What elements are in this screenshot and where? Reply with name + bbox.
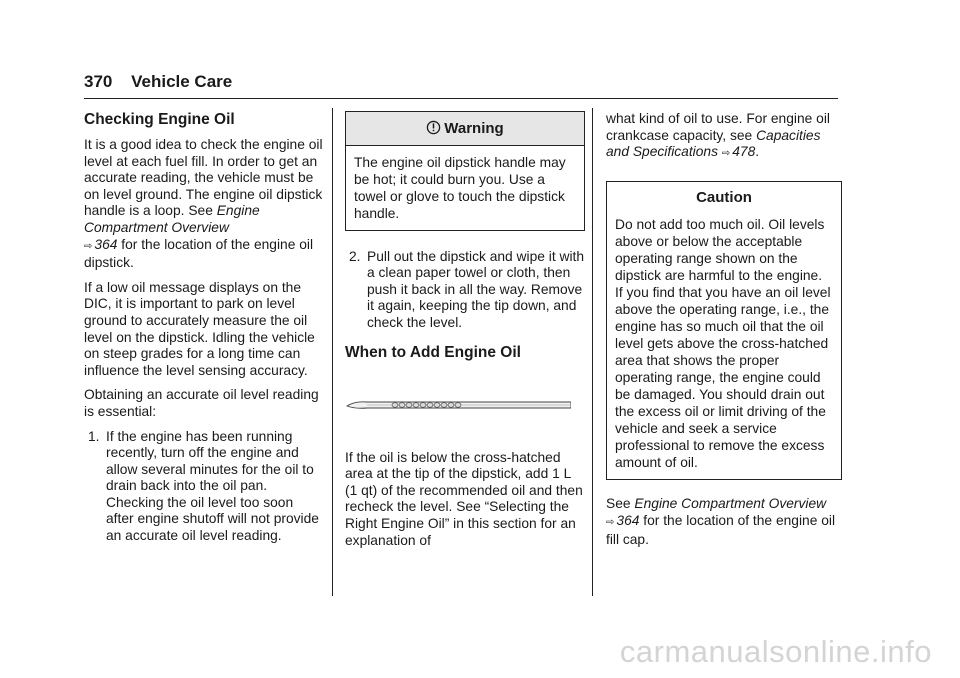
warning-title: Warning xyxy=(346,112,584,146)
heading-when-to-add-engine-oil: When to Add Engine Oil xyxy=(345,343,521,361)
page-header xyxy=(84,72,232,92)
section-title: Vehicle Care xyxy=(131,72,233,91)
list-number: 2. xyxy=(349,248,361,264)
paragraph: If a low oil message displays on the DIC, it is important to park on level ground to accurately measure the oil level on the dipstick. Idling the vehicle on steep grades for a long time can influence the level sensing accuracy. xyxy=(84,279,315,378)
page-ref-arrow-icon: ⇨ xyxy=(606,516,615,528)
caution-body: Do not add too much oil. Oil levels above or below the acceptable operating range shown on the dipstick are harmful to the engine. If you find that you have an oil level above the operating range, i.e., the engine has so much oil that the oil level gets above the cross-hatched area that shows the proper operating range, the engine could be damaged. You should drain out the excess oil or limit driving of the vehicle and seek a service professional to remove the excess amount of oil. xyxy=(615,217,831,471)
header-rule xyxy=(84,98,838,99)
dipstick-illustration xyxy=(345,384,571,424)
paragraph: See Engine Compartment Overview ⇨ 364 for the location of the engine oil fill cap. xyxy=(606,496,836,547)
paragraph: It is a good idea to check the engine oil level at each fuel fill. In order to get an accurate reading, the vehicle must be on level ground. The engine oil dipstick handle is a loop. See Engine Compartment Overview ⇨ 364 for the location of the engine oil dipstick. xyxy=(84,137,323,271)
paragraph: If the oil is below the cross-hatched area at the tip of the dipstick, add 1 L (1 qt) of the recommended oil and then recheck the level. See “Selecting the Right Engine Oil” in this section for an explanation of xyxy=(345,449,583,548)
list-text: Pull out the dipstick and wipe it with a clean paper towel or cloth, then push it back in all the way. Remove it again, keeping the tip down, and check the level. xyxy=(367,248,585,330)
warning-body: The engine oil dipstick handle may be hot; it could burn you. Use a towel or glove to touch the dipstick handle. xyxy=(354,154,566,221)
page-ref-number[interactable]: 364 xyxy=(616,512,640,528)
page-ref-arrow-icon: ⇨ xyxy=(84,240,93,252)
watermark: carmanualsonline.info xyxy=(619,634,932,669)
list-item xyxy=(84,429,324,545)
page-ref-number[interactable]: 364 xyxy=(94,236,118,252)
page-ref-number[interactable]: 478 xyxy=(732,144,756,160)
column-3 xyxy=(606,111,842,556)
cross-reference-link[interactable]: Capacities and Specifications xyxy=(606,127,821,160)
caution-box xyxy=(606,181,842,481)
page-ref-arrow-icon: ⇨ xyxy=(721,148,731,160)
warning-box xyxy=(345,111,585,231)
paragraph: Obtaining an accurate oil level reading is essential: xyxy=(84,387,319,419)
list-text: If the engine has been running recently, turn off the engine and allow several minutes for the oil to drain back into the oil pan. Checking the oil level too soon after engine shutoff will not provide an accurate oil level reading. xyxy=(106,428,319,544)
list-number: 1. xyxy=(88,428,100,444)
caution-title: Caution xyxy=(607,182,841,209)
column-2 xyxy=(345,111,585,557)
column-divider xyxy=(332,108,333,596)
list-item xyxy=(345,249,585,332)
column-1 xyxy=(84,111,324,553)
warning-icon xyxy=(426,120,441,135)
paragraph: what kind of oil to use. For engine oil crankcase capacity, see Capacities and Specifications ⇨ 478. xyxy=(606,111,830,160)
cross-reference-link[interactable]: Engine Compartment Overview xyxy=(84,203,260,235)
column-divider xyxy=(592,108,593,596)
heading-checking-engine-oil: Checking Engine Oil xyxy=(84,111,235,128)
page-number: 370 xyxy=(84,72,113,91)
cross-reference-link[interactable]: Engine Compartment Overview xyxy=(634,496,827,512)
